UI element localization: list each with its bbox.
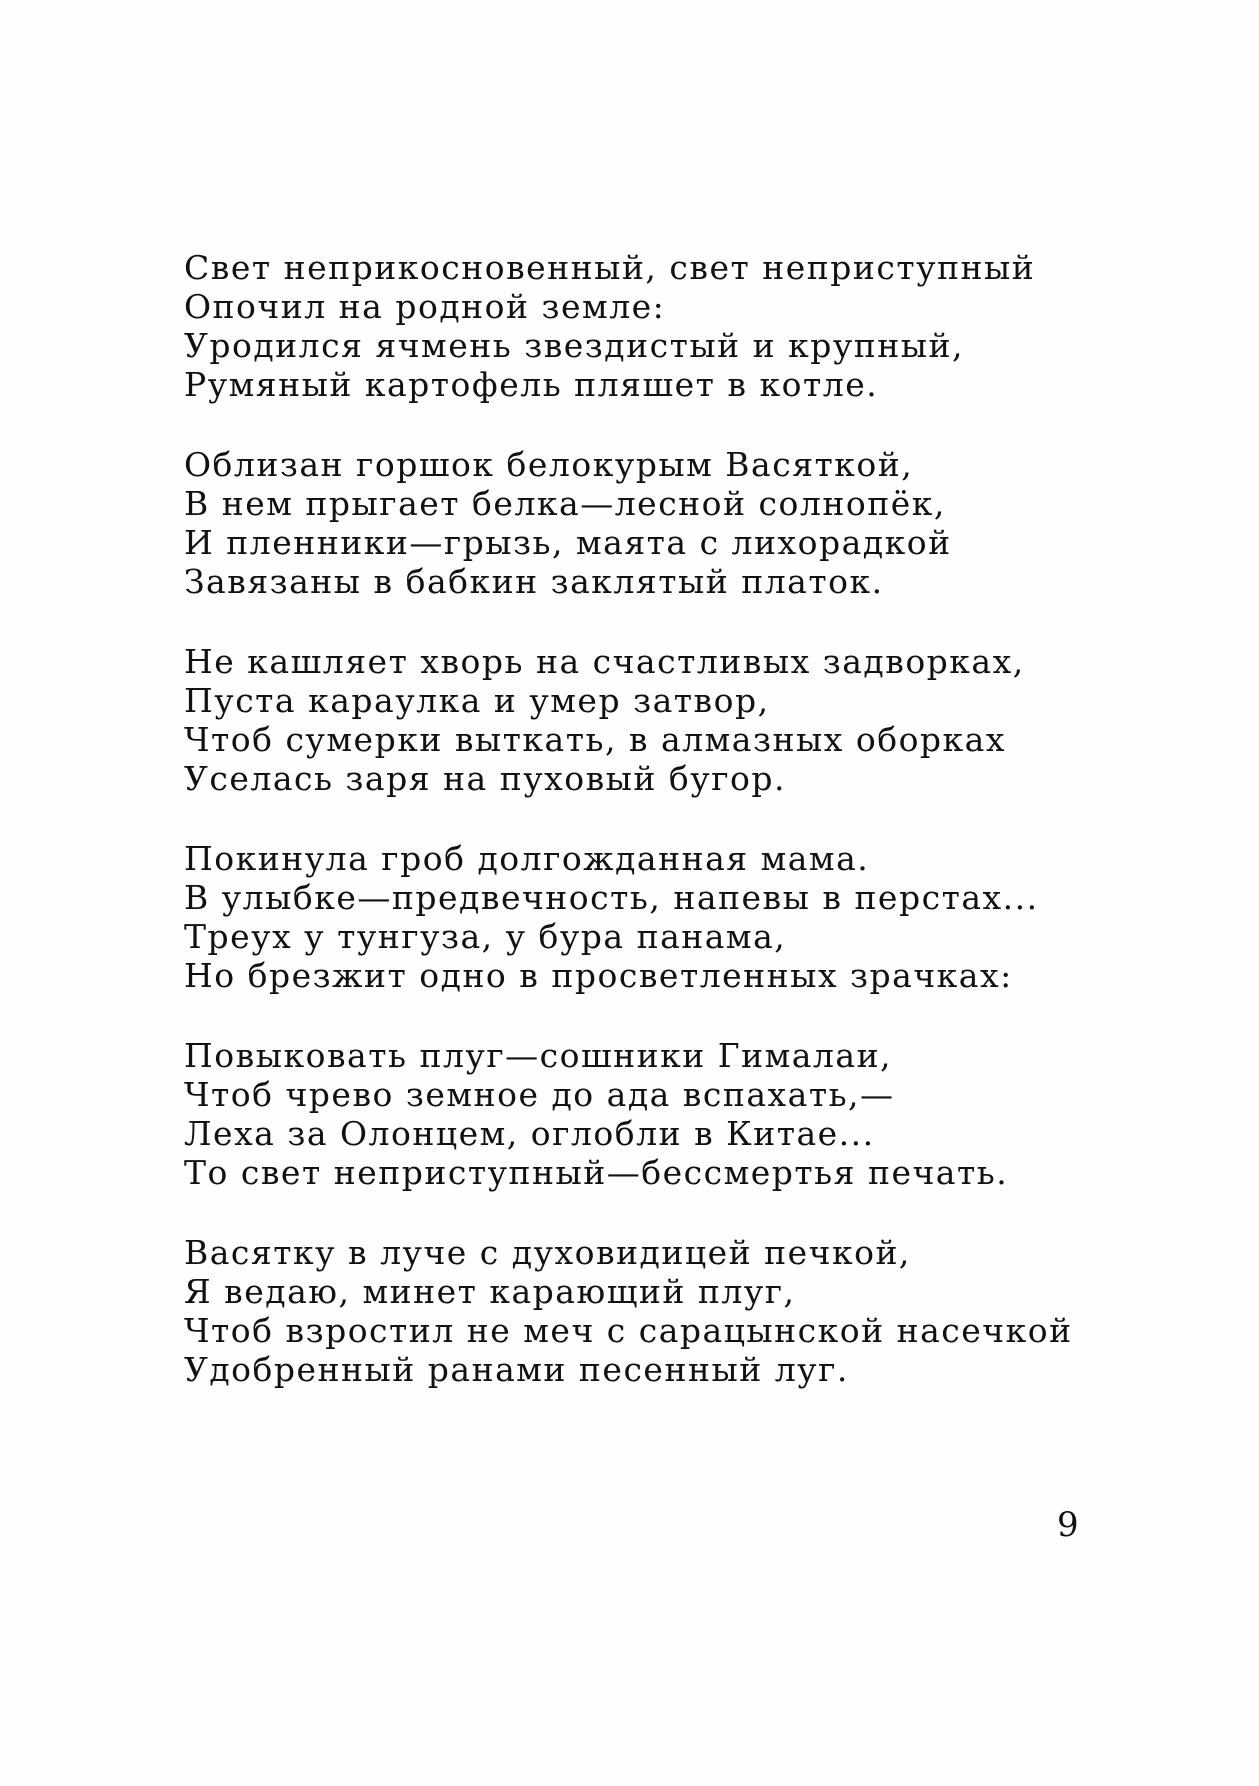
poem-line: Не кашляет хворь на счастливых задворках,: [184, 642, 1025, 681]
poem-line: Пуста караулка и умер затвор,: [184, 681, 770, 720]
poem-line: Облизан горшок белокурым Васяткой,: [184, 445, 914, 484]
page-number: 9: [1057, 1505, 1079, 1545]
poem-line: Повыковать плуг—сошники Гималаи,: [184, 1036, 893, 1075]
stanza-3: [184, 642, 1084, 798]
poem-line: Уродился ячмень звездистый и крупный,: [184, 326, 964, 365]
poem-line: То свет неприступный—бессмертья печать.: [184, 1153, 1009, 1192]
poem-line: Я ведаю, минет карающий плуг,: [184, 1272, 796, 1311]
poem-line: Леха за Олонцем, оглобли в Китае...: [184, 1114, 875, 1153]
stanza-5: [184, 1036, 1084, 1192]
poem-line: Васятку в луче с духовидицей печкой,: [184, 1233, 911, 1272]
poem-line: В нем прыгает белка—лесной солнопёк,: [184, 484, 946, 523]
poem-line: Треух у тунгуза, у бура панама,: [184, 917, 787, 956]
stanza-1: [184, 248, 1084, 404]
poem-line: Завязаны в бабкин заклятый платок.: [184, 562, 884, 601]
poem-line: Уселась заря на пуховый бугор.: [184, 759, 786, 798]
poem-line: Покинула гроб долгожданная мама.: [184, 839, 870, 878]
poem-line: Опочил на родной земле:: [184, 287, 666, 326]
poem-line: Удобренный ранами песенный луг.: [184, 1350, 849, 1389]
stanza-2: [184, 445, 1084, 601]
poem-line: Чтоб сумерки выткать, в алмазных оборках: [184, 720, 1006, 759]
poem-line: Но брезжит одно в просветленных зрачках:: [184, 956, 1013, 995]
stanza-4: [184, 839, 1084, 995]
poem-line: Свет неприкосновенный, свет неприступный: [184, 248, 1036, 287]
stanza-6: [184, 1233, 1084, 1389]
poem: [184, 248, 1084, 1430]
poem-line: И пленники—грызь, маята с лихорадкой: [184, 523, 952, 562]
poem-line: Чтоб взростил не меч с сарацынской насечкой: [184, 1311, 1073, 1350]
poem-line: Чтоб чрево земное до ада вспахать,—: [184, 1075, 895, 1114]
poem-line: В улыбке—предвечность, напевы в перстах...: [184, 878, 1039, 917]
poem-line: Румяный картофель пляшет в котле.: [184, 365, 879, 404]
